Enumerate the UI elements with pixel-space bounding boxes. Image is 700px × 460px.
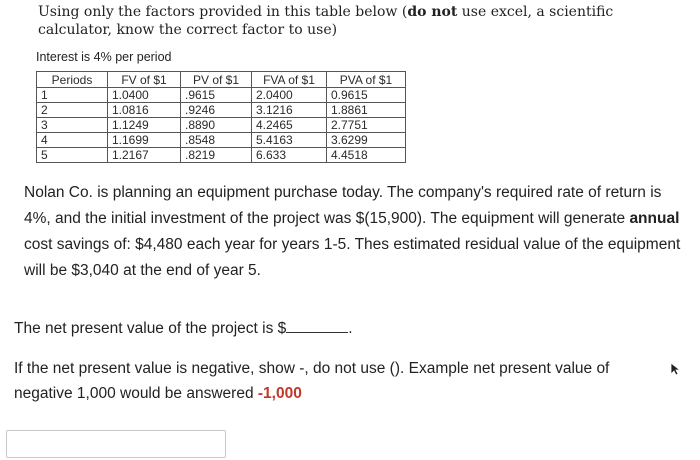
table-row xyxy=(37,148,406,163)
pva-cell: 0.9615 xyxy=(327,88,406,103)
fv-cell: 1.1249 xyxy=(108,118,181,133)
pva-cell: 1.8861 xyxy=(327,103,406,118)
problem-part2: cost savings of: $4,480 each year for years 1-5. Thes estimated residual value of the equipment will be $3,040 at the end of year 5. xyxy=(24,236,681,279)
negative-example: -1,000 xyxy=(257,385,302,402)
negative-value-hint xyxy=(14,356,664,406)
fva-cell: 3.1216 xyxy=(252,103,327,118)
header-pv: PV of $1 xyxy=(181,72,252,88)
period-cell: 3 xyxy=(37,118,108,133)
interest-rate-note: Interest is 4% per period xyxy=(36,50,172,64)
fva-cell: 2.0400 xyxy=(252,88,327,103)
table-row xyxy=(37,133,406,148)
factor-table-header-row xyxy=(37,72,406,88)
pv-cell: .9615 xyxy=(181,88,252,103)
fva-cell: 6.633 xyxy=(252,148,327,163)
table-row xyxy=(37,103,406,118)
pv-cell: .8890 xyxy=(181,118,252,133)
header-pva: PVA of $1 xyxy=(327,72,406,88)
pv-cell: .8548 xyxy=(181,133,252,148)
hint-text: If the net present value is negative, show -, do not use (). Example net present value of negative 1,000 would be answered xyxy=(14,360,610,402)
pv-cell: .8219 xyxy=(181,148,252,163)
fv-cell: 1.1699 xyxy=(108,133,181,148)
header-periods: Periods xyxy=(37,72,108,88)
mouse-pointer-icon xyxy=(670,362,682,376)
instructions-part2: use excel, a scientific calculator, know the correct factor to use) xyxy=(38,4,614,38)
pva-cell: 3.6299 xyxy=(327,133,406,148)
period-cell: 2 xyxy=(37,103,108,118)
npv-answer-input[interactable] xyxy=(6,430,226,458)
fv-cell: 1.2167 xyxy=(108,148,181,163)
period-cell: 4 xyxy=(37,133,108,148)
pv-cell: .9246 xyxy=(181,103,252,118)
problem-statement xyxy=(24,180,684,284)
problem-emphasis: annual xyxy=(629,210,680,227)
fv-cell: 1.0816 xyxy=(108,103,181,118)
table-row xyxy=(37,88,406,103)
instructions-text xyxy=(38,3,678,39)
header-fv: FV of $1 xyxy=(108,72,181,88)
table-row xyxy=(37,118,406,133)
period-cell: 1 xyxy=(37,88,108,103)
fva-cell: 5.4163 xyxy=(252,133,327,148)
problem-part1: Nolan Co. is planning an equipment purchase today. The company's required rate of return is 4%, and the initial investment of the project was $(15,900). The equipment will generate xyxy=(24,184,662,227)
fva-cell: 4.2465 xyxy=(252,118,327,133)
pva-cell: 2.7751 xyxy=(327,118,406,133)
period-cell: 5 xyxy=(37,148,108,163)
npv-question-prefix: The net present value of the project is $ xyxy=(14,320,287,337)
header-fva: FVA of $1 xyxy=(252,72,327,88)
pva-cell: 4.4518 xyxy=(327,148,406,163)
npv-question xyxy=(14,318,353,338)
fv-cell: 1.0400 xyxy=(108,88,181,103)
instructions-part1: Using only the factors provided in this table below ( xyxy=(38,4,408,20)
factor-table xyxy=(36,71,406,163)
npv-question-suffix: . xyxy=(348,320,353,337)
answer-blank xyxy=(286,318,348,333)
instructions-emphasis: do not xyxy=(407,4,458,20)
